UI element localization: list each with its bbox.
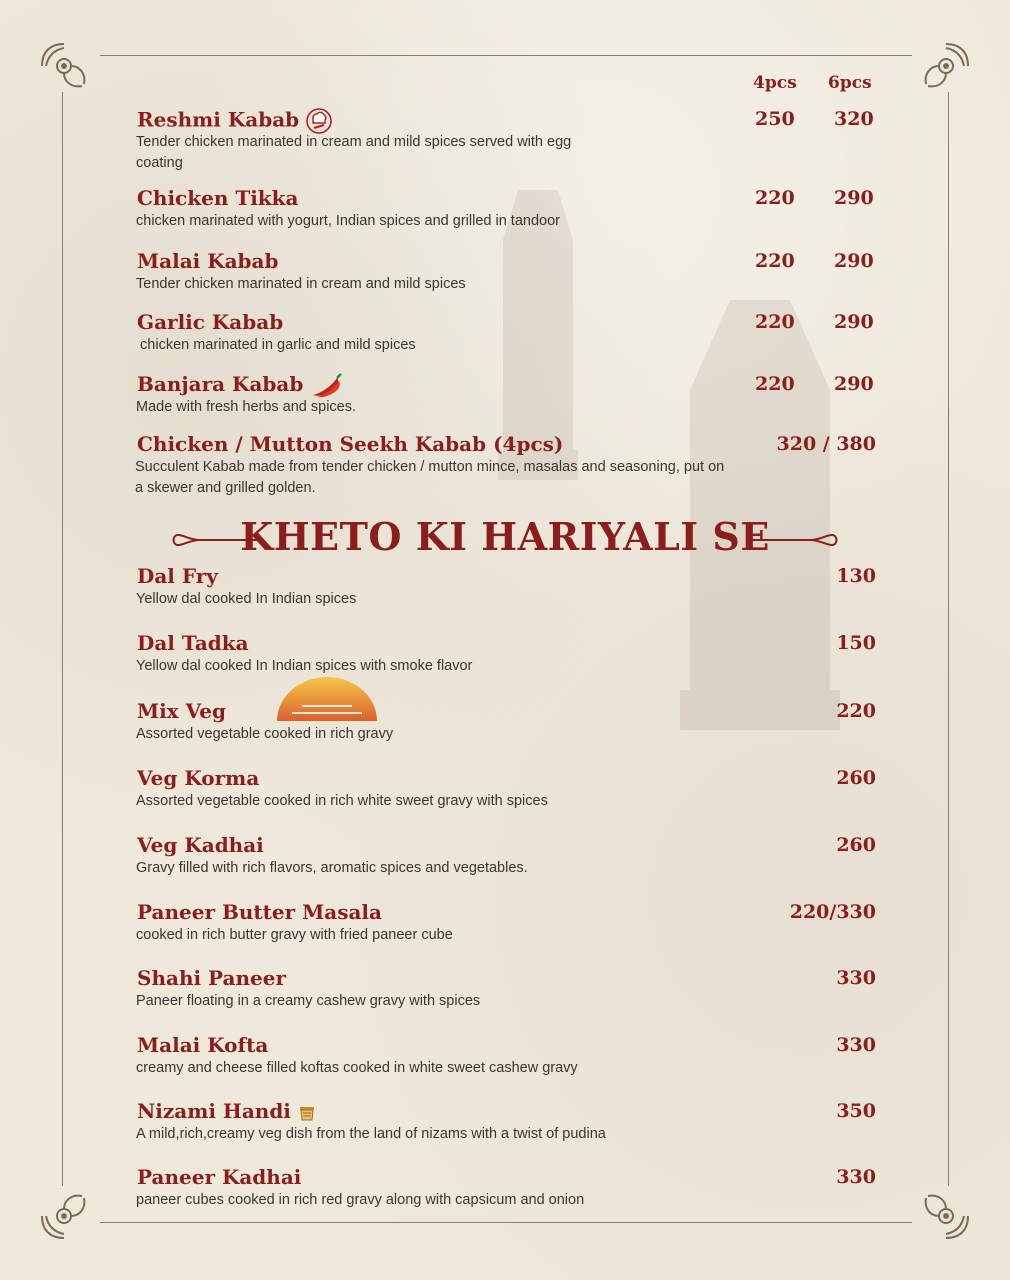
item-price: 350: [836, 1100, 876, 1122]
corner-ornament-icon: [918, 1188, 974, 1244]
section-heading: KHETO KI HARIYALI SE: [240, 514, 770, 559]
item-name: Malai Kofta: [137, 1033, 269, 1057]
frame-left: [62, 92, 63, 1186]
price-6pcs: 290: [834, 250, 874, 272]
item-description: Succulent Kabab made from tender chicken / mutton mince, masalas and seasoning, put on a skewer and grilled golden.: [135, 459, 725, 496]
item-price: 220/330: [789, 901, 876, 923]
price-6pcs: 290: [834, 187, 874, 209]
frame-top: [100, 55, 912, 56]
corner-ornament-icon: [36, 38, 92, 94]
item-price: 320 / 380: [776, 433, 876, 455]
item-price: 220: [836, 700, 876, 722]
price-4pcs: 220: [755, 250, 795, 272]
chili-icon: [309, 373, 345, 399]
column-header-4pcs: 4pcs: [753, 73, 797, 93]
handi-pot-icon: [297, 1103, 317, 1123]
item-description: A mild,rich,creamy veg dish from the land of nizams with a twist of pudina: [136, 1126, 606, 1142]
item-description: Paneer floating in a creamy cashew gravy with spices: [136, 993, 481, 1009]
price-6pcs: 320: [834, 108, 874, 130]
item-description: Assorted vegetable cooked in rich white sweet gravy with spices: [136, 793, 548, 809]
item-name: Paneer Butter Masala: [137, 900, 382, 924]
item-description: Yellow dal cooked In Indian spices: [136, 591, 357, 607]
item-name: Chicken / Mutton Seekh Kabab (4pcs): [137, 432, 564, 456]
item-description: paneer cubes cooked in rich red gravy along with capsicum and onion: [136, 1192, 585, 1208]
price-6pcs: 290: [834, 373, 874, 395]
item-description: Yellow dal cooked In Indian spices with smoke flavor: [136, 658, 473, 674]
item-description: Made with fresh herbs and spices.: [136, 399, 357, 415]
item-description: chicken marinated with yogurt, Indian spices and grilled in tandoor: [136, 213, 560, 229]
item-price: 130: [836, 565, 876, 587]
price-4pcs: 220: [755, 311, 795, 333]
item-name: Reshmi Kabab: [137, 107, 333, 135]
item-description: creamy and cheese filled koftas cooked in white sweet cashew gravy: [136, 1060, 578, 1076]
item-description: chicken marinated in garlic and mild spices: [136, 337, 416, 353]
price-4pcs: 220: [755, 187, 795, 209]
item-price: 260: [836, 834, 876, 856]
item-price: 330: [836, 1166, 876, 1188]
lantern-watermark-icon: [478, 150, 598, 510]
price-6pcs: 290: [834, 311, 874, 333]
corner-ornament-icon: [36, 1188, 92, 1244]
chef-icon: [305, 107, 333, 135]
item-price: 330: [836, 967, 876, 989]
item-price: 150: [836, 632, 876, 654]
item-description: Tender chicken marinated in cream and mild spices: [136, 276, 466, 292]
item-name: Shahi Paneer: [137, 966, 287, 990]
sun-logo-icon: [272, 673, 382, 725]
item-name: Veg Korma: [137, 766, 260, 790]
item-name: Malai Kabab: [137, 249, 279, 273]
item-name: Dal Tadka: [137, 631, 249, 655]
item-name: Mix Veg: [137, 699, 227, 723]
item-name: Dal Fry: [137, 564, 218, 588]
item-name: Veg Kadhai: [137, 833, 264, 857]
price-4pcs: 250: [755, 108, 795, 130]
item-name: Nizami Handi: [137, 1099, 317, 1123]
column-header-6pcs: 6pcs: [828, 73, 872, 93]
corner-ornament-icon: [918, 38, 974, 94]
right-flourish-icon: [750, 527, 840, 553]
item-description: Assorted vegetable cooked in rich gravy: [136, 726, 394, 742]
item-name: Banjara Kabab: [137, 372, 345, 399]
item-description: cooked in rich butter gravy with fried paneer cube: [136, 927, 453, 943]
item-price: 330: [836, 1034, 876, 1056]
item-name: Paneer Kadhai: [137, 1165, 302, 1189]
item-description: Gravy filled with rich flavors, aromatic spices and vegetables.: [136, 860, 528, 876]
frame-right: [948, 92, 949, 1186]
item-name: Garlic Kabab: [137, 310, 284, 334]
item-name: Chicken Tikka: [137, 186, 299, 210]
price-4pcs: 220: [755, 373, 795, 395]
item-description: Tender chicken marinated in cream and mild spices served with egg coating: [136, 134, 572, 171]
item-price: 260: [836, 767, 876, 789]
frame-bottom: [100, 1222, 912, 1223]
